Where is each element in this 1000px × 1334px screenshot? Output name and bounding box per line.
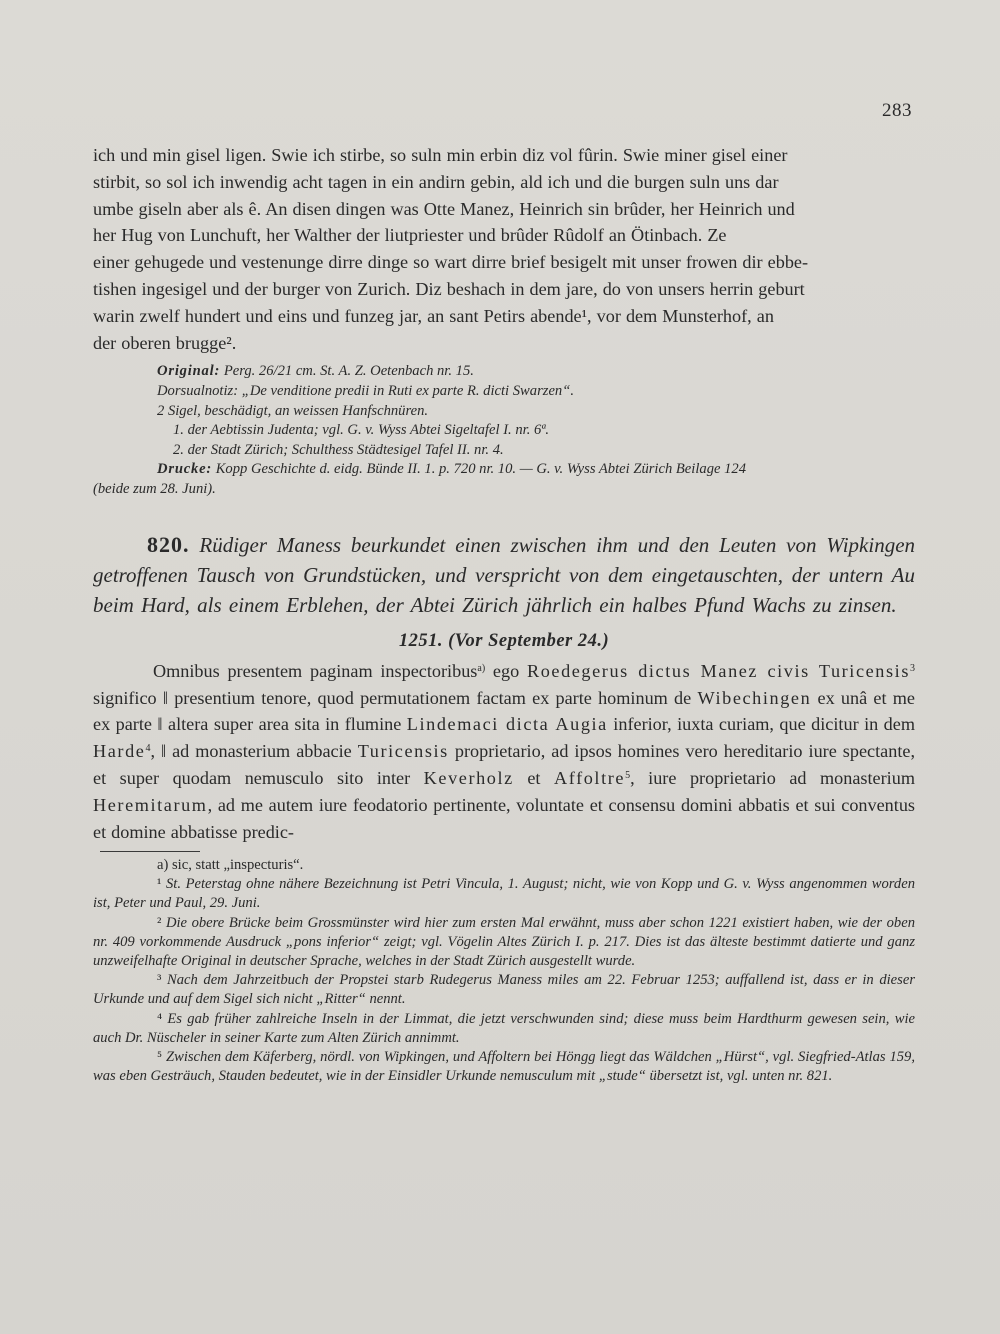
drucke-note-continued: (beide zum 28. Juni). [93, 480, 216, 497]
body-line: einer gehugede und vestenunge dirre dinge so wart dirre brief besigelt mit unser frowen dir ebbe- [93, 252, 809, 273]
latin-text: ex unâ et me ex parte ‖ altera super area sita in flumine [93, 687, 915, 735]
dorsual-label: Dorsualnotiz: [157, 382, 239, 399]
original-text: Perg. 26/21 cm. St. A. Z. Oetenbach nr. 15. [223, 363, 474, 380]
place-name: Keverholz [423, 767, 514, 788]
footnote-text: St. Peterstag ohne nähere Bezeichnung ist Petri Vincula, 1. August; nicht, wie von Kopp und G. v. Wyss angenommen worden ist, Peter und Paul, 29. Juni. [93, 876, 915, 912]
footnote-ref: 5 [625, 769, 631, 781]
footnote-text: Es gab früher zahlreiche Inseln in der Limmat, die jetzt verschwunden sind; diese muss beim Hardthurm gewesen sein, wie auch Dr. Nüscheler in seiner Karte zum Alten Zürich annimmt. [93, 1010, 915, 1046]
latin-text: Omnibus presentem paginam inspectoribus [153, 660, 478, 681]
latin-text: , iure proprietario ad monasterium [630, 767, 915, 788]
footnote-mark: ³ [157, 972, 162, 989]
footnote-text: Die obere Brücke beim Grossmünster wird hier zum ersten Mal erwähnt, muss aber schon 1221 existiert haben, wie der oben nr. 409 vorkommende Ausdruck „pons inferior“ zeigt; vgl. Vögelin Altes Zürich I. p. 217. Dies ist das älteste bestimmt datierte und ganz unzweifelhafte Original in deutscher Sprache, welches in der Stadt Zürich ausgestellt wurde. [93, 914, 915, 970]
dorsual-text: „De venditione predii in Ruti ex parte R. dicti Swarzen“. [241, 382, 574, 399]
place-name: Heremitarum [93, 794, 208, 815]
place-name: Lindemaci dicta Augia [406, 714, 608, 735]
regest [93, 530, 915, 621]
latin-text: et [513, 767, 555, 788]
archival-notes [93, 362, 915, 499]
footnote-4 [93, 1010, 915, 1048]
footnote-mark: a) [157, 857, 169, 873]
sigel-note-2: 2. der Stadt Zürich; Schulthess Städtesigel Tafel II. nr. 4. [173, 441, 504, 458]
footnote-1 [93, 875, 915, 913]
footnotes [93, 856, 915, 1086]
latin-text: significo ‖ presentium tenore, quod permutationem factam ex parte hominum de [93, 687, 698, 708]
footnote-mark: ² [157, 914, 162, 931]
document-body-text [93, 142, 915, 356]
page-number: 283 [882, 100, 912, 121]
latin-text: , ad me autem iure feodatorio pertinente, voluntate et consensu domini abbatis et sui conventus et domine abbatisse predic- [93, 794, 915, 842]
regest-text: Rüdiger Maness beurkundet einen zwischen ihm und den Leuten von Wipkingen getroffenen Tausch von Grundstücken, und verspricht von dem eingetauschten, der untern Au beim Hard, als einem Erblehen, der Abtei Zürich jährlich ein halbes Pfund Wachs zu zinsen. [93, 532, 916, 618]
main-content [93, 142, 915, 845]
document-date: 1251. (Vor September 24.) [398, 630, 610, 651]
place-name: Affoltre [554, 767, 626, 788]
sigel-note-1: 1. der Aebtissin Judenta; vgl. G. v. Wyss Abtei Sigeltafel I. nr. 6ª. [173, 422, 549, 439]
latin-text: , ‖ ad monasterium abbacie [150, 741, 358, 762]
drucke-label: Drucke: [157, 461, 213, 478]
footnote-mark: ¹ [157, 876, 162, 893]
body-line: der oberen brugge². [93, 332, 237, 353]
footnote-5 [93, 1048, 915, 1086]
drucke-text: Kopp Geschichte d. eidg. Bünde II. 1. p. 720 nr. 10. — G. v. Wyss Abtei Zürich Beilage 124 [215, 461, 747, 478]
latin-text: proprietario, ad ipsos homines vero hereditario iure spectante, et super quodam nemusculo sito inter [93, 741, 915, 788]
latin-text: ego [485, 660, 527, 681]
place-name: Turicensis [357, 741, 449, 762]
body-line: tishen ingesigel und der burger von Zurich. Diz beshach in dem jare, do von unsers herrin geburt [93, 278, 805, 299]
body-line: her Hug von Lunchuft, her Walther der liutpriester und brûder Rûdolf an Ötinbach. Ze [93, 225, 727, 246]
footnote-text: Zwischen dem Käferberg, nördl. von Wipkingen, und Affoltern bei Höngg liegt das Wäldchen „Hürst“, vgl. Siegfried-Atlas 159, was eben Gesträuch, Stauden bedeutet, wie in der Einsidler Urkunde nemusculum mit „stude“ übersetzt ist, vgl. unten nr. 821. [93, 1049, 915, 1085]
drucke-note [93, 460, 915, 480]
body-line: warin zwelf hundert und eins und funzeg jar, an sant Petirs abende¹, vor dem Munsterhof, an [93, 305, 774, 326]
footnote-divider [100, 851, 200, 852]
body-line: umbe giseln aber als ê. An disen dingen was Otte Manez, Heinrich sin brûder, her Heinrich und [93, 198, 795, 219]
place-name: Harde [93, 741, 146, 762]
footnote-3 [93, 971, 915, 1009]
footnote-text: Nach dem Jahrzeitbuch der Propstei starb Rudegerus Maness miles am 22. Februar 1253; auffallend ist, dass er in dieser Urkunde und auf dem Sigel sich nicht „Ritter“ nennt. [93, 972, 915, 1008]
latin-text: inferior, iuxta curiam, que dicitur in dem [607, 714, 915, 735]
footnote-mark: ⁵ [157, 1049, 163, 1066]
footnote-ref: a) [477, 662, 486, 674]
latin-charter-text [93, 658, 915, 846]
footnote-a [93, 856, 915, 875]
document-number: 820. [147, 531, 190, 557]
original-label: Original: [157, 363, 221, 380]
footnote-text: sic, statt „inspecturis“. [168, 857, 304, 873]
place-name: Wibechingen [697, 687, 812, 708]
sigel-note: 2 Sigel, beschädigt, an weissen Hanfschnüren. [157, 402, 429, 419]
body-line: ich und min gisel ligen. Swie ich stirbe, so suln min erbin diz vol fûrin. Swie miner gisel einer [93, 145, 788, 165]
footnote-ref: 3 [910, 662, 915, 674]
body-line: stirbit, so sol ich inwendig acht tagen in ein andirn gebin, ald ich und die burgen suln uns dar [93, 171, 779, 192]
footnote-ref: 4 [145, 743, 151, 755]
original-note [93, 362, 915, 382]
person-name: Roedegerus dictus Manez civis Turicensis [526, 660, 910, 681]
footnote-mark: ⁴ [157, 1010, 163, 1027]
footnote-2 [93, 914, 915, 972]
dorsual-note [93, 382, 915, 402]
